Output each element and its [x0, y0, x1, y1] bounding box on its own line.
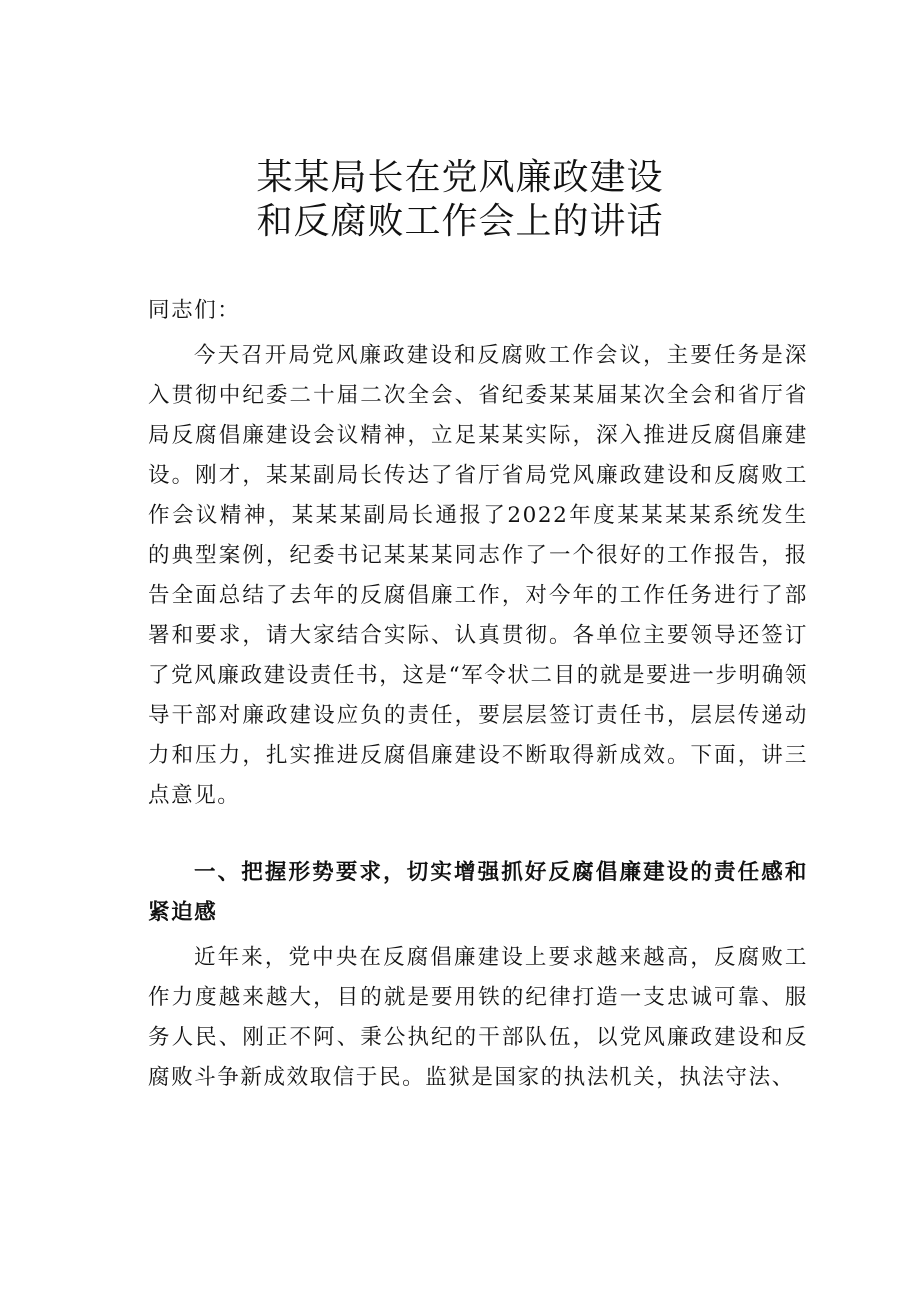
document-title-line-1: 某某局长在党风廉政建设: [256, 157, 664, 198]
section-heading-1: 一、把握形势要求，切实增强抓好反腐倡廉建设的责任感和紧迫感: [148, 860, 808, 925]
document-title-line-2: 和反腐败工作会上的讲话: [256, 201, 664, 242]
paragraph-section-1: 近年来，党中央在反腐倡廉建设上要求越来越高，反腐败工作力度越来越大，目的就是要用铁的纪律打造一支忠诚可靠、服务人民、刚正不阿、秉公执纪的干部队伍，以党风廉政建设和反腐败斗争新成效取信于民。监狱是国家的执法机关，执法守法、: [148, 945, 808, 1090]
paragraph-intro: 今天召开局党风廉政建设和反腐败工作会议，主要任务是深入贯彻中纪委二十届二次全会、省纪委某某届某次全会和省厅省局反腐倡廉建设会议精神，立足某某实际，深入推进反腐倡廉建设。刚才，某某副局长传达了省厅省局党风廉政建设和反腐败工作会议精神，某某某副局长通报了2022年度某某某某系统发生的典型案例，纪委书记某某某同志作了一个很好的工作报告，报告全面总结了去年的反腐倡廉工作，对今年的工作任务进行了部署和要求，请大家结合实际、认真贯彻。各单位主要领导还签订了党风廉政建设责任书，这是“军令状二目的就是要进一步明确领导干部对廉政建设应负的责任，要层层签订责任书，层层传递动力和压力，扎实推进反腐倡廉建设不断取得新成效。下面，讲三点意见。: [148, 343, 808, 808]
greeting: 同志们：: [148, 298, 241, 323]
